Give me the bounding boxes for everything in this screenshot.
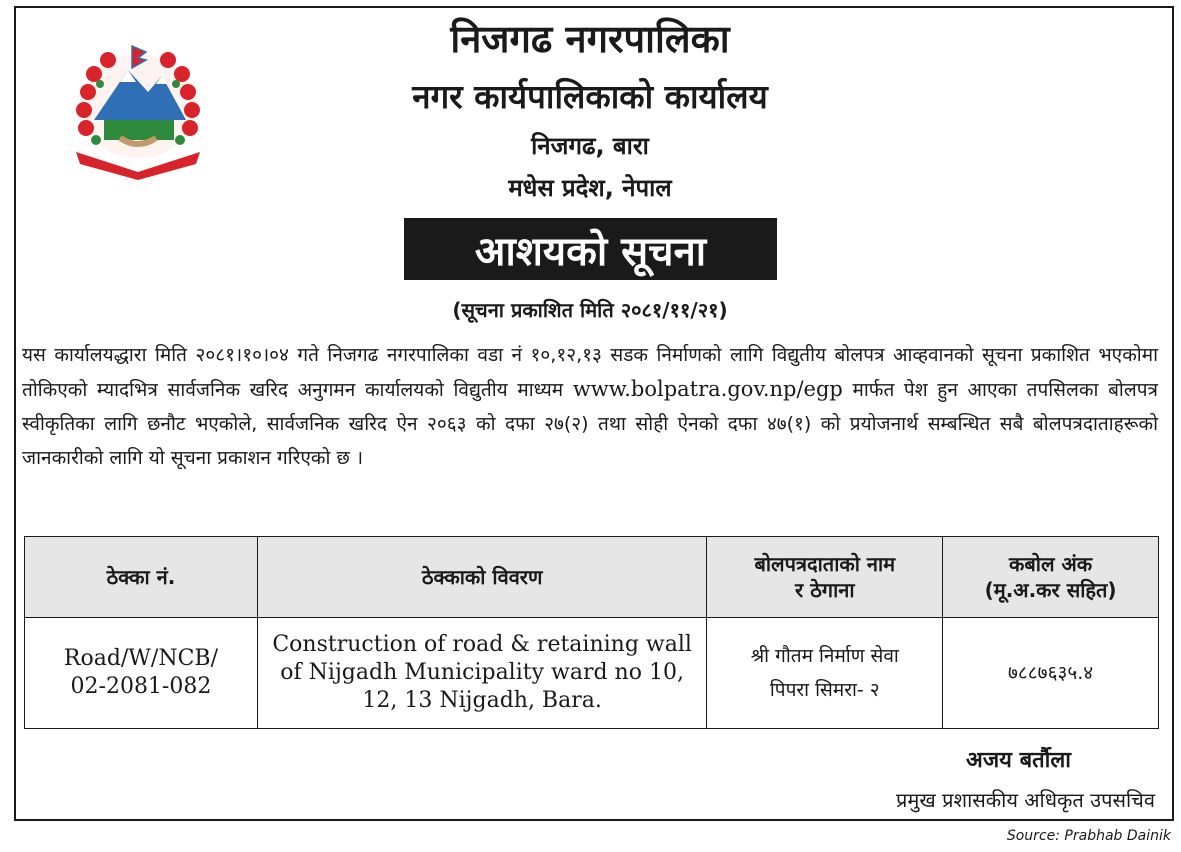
contract-no-line2: 02-2081-082 (70, 674, 212, 699)
cell-bidder (707, 618, 943, 729)
notice-body-part2: मार्फत पेश हुन आएका तपसिलका बोलपत्र स्वीकृतिका लागि छनौट भएकोले, सार्वजनिक खरिद ऐन २०६३ को दफा २७(२) तथा सोही ऐनको दफा ४७(१) को प्रयोजनार्थ सम्बन्धित सबै बोलपत्रदाताहरूको जानकारीको लागि यो सूचना प्रकाशन गरिएको छ । (22, 379, 1159, 469)
province-country: मधेस प्रदेश, नेपाल (508, 174, 672, 202)
description-line1: Construction of road & retaining wall (272, 632, 692, 657)
description-line2: of Nijgadh Municipality ward no 10, (280, 660, 684, 685)
bidder-line1: श्री गौतम निर्माण सेवा (750, 645, 899, 667)
bolpatra-link[interactable]: www.bolpatra.gov.np/egp (572, 377, 843, 401)
header-bidder-line2: र ठेगाना (795, 578, 855, 602)
notice-body-part1: यस कार्यालयद्धारा मिति २०८१।१०।०४ गते निजगढ नगरपालिका वडा नं १०,१२,१३ सडक निर्माणको लागि विद्युतीय बोलपत्र आव्हवानको सूचना प्रकाशित भएकोमा तोकिएको म्यादभित्र सार्वजनिक खरिद अनुगमन कार्यालयको विद्युतीय माध्यम (22, 344, 1158, 401)
table-row (25, 618, 1159, 729)
municipality-name: निजगढ नगरपालिका (450, 17, 730, 61)
nepal-coat-of-arms-icon (58, 40, 218, 180)
cell-contract-no (25, 618, 258, 729)
header-amount (943, 537, 1159, 618)
notice-title: आशयको सूचना (404, 218, 777, 280)
notice-body (22, 338, 1158, 475)
header-description: ठेक्काको विवरण (257, 537, 707, 618)
source-credit: Source: Prabhab Dainik (1006, 828, 1171, 844)
contract-no-line1: Road/W/NCB/ (63, 646, 218, 671)
cell-description (257, 618, 707, 729)
signatory-designation: प्रमुख प्रशासकीय अधिकृत उपसचिव (896, 788, 1155, 812)
table-header-row (25, 537, 1159, 618)
header-bidder-line1: बोलपत्रदाताको नाम (754, 552, 896, 576)
office-name: नगर कार्यपालिकाको कार्यालय (412, 77, 768, 116)
header-bidder (707, 537, 943, 618)
header-amount-line1: कबोल अंक (1009, 552, 1093, 576)
bidder-line2: पिपरा सिमरा- २ (769, 679, 880, 701)
header-amount-line2: (मू.अ.कर सहित) (984, 578, 1117, 602)
signatory-name: अजय बर्तौला (966, 748, 1071, 773)
published-date: (सूचना प्रकाशित मिति २०८१/११/२१) (452, 298, 728, 322)
office-location: निजगढ, बारा (531, 132, 649, 160)
header-contract-no: ठेक्का नं. (25, 537, 258, 618)
award-table (24, 536, 1159, 729)
description-line3: 12, 13 Nijgadh, Bara. (362, 688, 602, 713)
cell-amount: ७८८७६३५.४ (943, 618, 1159, 729)
